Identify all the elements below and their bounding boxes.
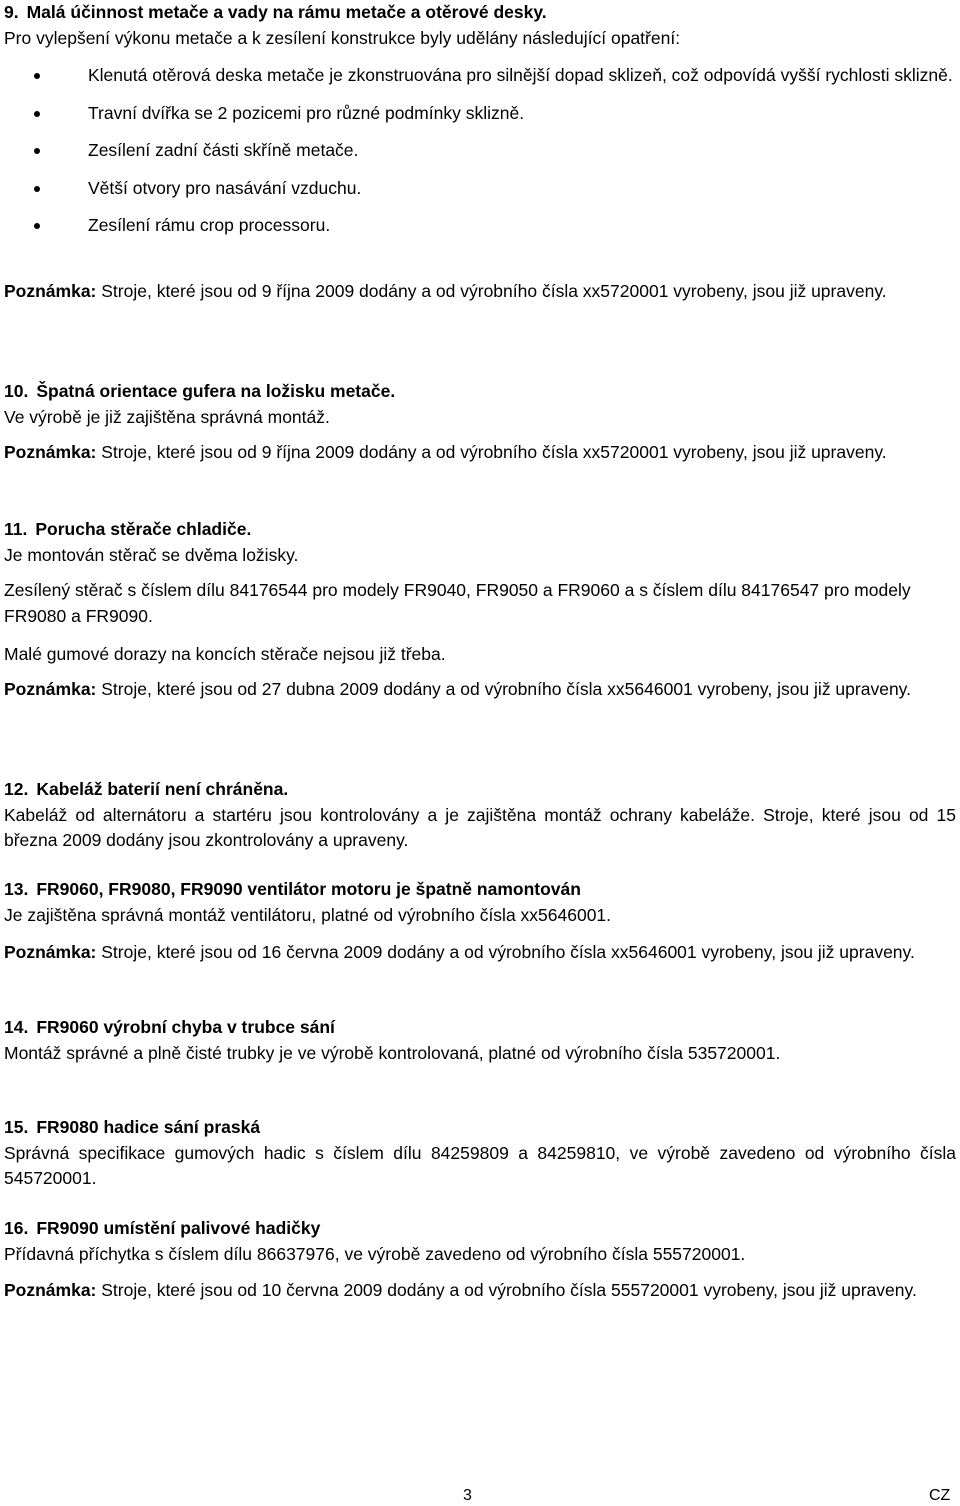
section-number: 10. <box>4 381 29 401</box>
section-15-heading <box>4 1115 956 1141</box>
list-item-text: Zesílení rámu crop processoru. <box>88 215 331 235</box>
section-title: Malá účinnost metače a vady na rámu metače a otěrové desky. <box>26 2 547 22</box>
section-13 <box>4 877 956 928</box>
section-10-heading <box>4 379 956 405</box>
note-label: Poznámka: <box>4 281 97 301</box>
section-10-note <box>4 440 956 466</box>
bullet-icon <box>34 111 40 117</box>
section-10 <box>4 379 956 430</box>
section-10-text: Ve výrobě je již zajištěna správná montáž. <box>4 406 330 427</box>
list-item <box>4 101 956 127</box>
language-code: CZ <box>929 1487 951 1504</box>
section-16-note <box>4 1278 956 1304</box>
list-item-text: Klenutá otěrová deska metače je zkonstruována pro silnější dopad sklizeň, což odpovídá vyšší rychlosti sklizně. <box>88 65 953 85</box>
section-13-heading <box>4 877 956 903</box>
section-9-note <box>4 279 956 305</box>
section-title: FR9060, FR9080, FR9090 ventilátor motoru je špatně namontován <box>36 879 581 899</box>
section-title: Kabeláž baterií není chráněna. <box>36 779 289 799</box>
section-11-heading <box>4 517 956 543</box>
note-label: Poznámka: <box>4 942 97 962</box>
section-11-note <box>4 677 956 703</box>
section-9-intro: Pro vylepšení výkonu metače a k zesílení konstrukce byly udělány následující opatření: <box>4 27 681 48</box>
section-9 <box>4 0 956 239</box>
bullet-icon <box>34 73 40 79</box>
section-number: 14. <box>4 1017 29 1037</box>
section-13-note <box>4 940 956 966</box>
section-number: 16. <box>4 1218 29 1238</box>
section-12-text: Kabeláž od alternátoru a startéru jsou kontrolovány a je zajištěna montáž ochrany kabeláže. Stroje, které jsou od 15 března 2009 dodány jsou zkontrolovány a upraveny. <box>4 804 956 850</box>
section-11 <box>4 517 956 568</box>
section-9-heading <box>4 0 956 26</box>
list-item <box>4 63 956 89</box>
list-item-text: Travní dvířka se 2 pozicemi pro různé podmínky sklizně. <box>88 102 525 123</box>
note-text: Stroje, které jsou od 9 října 2009 dodány a od výrobního čísla xx5720001 vyrobeny, jsou již upraveny. <box>96 442 887 462</box>
section-11-text-1: Je montován stěrač se dvěma ložisky. <box>4 544 299 565</box>
note-label: Poznámka: <box>4 1280 97 1300</box>
section-15-text: Správná specifikace gumových hadic s číslem dílu 84259809 a 84259810, ve výrobě zavedeno od výrobního čísla 545720001. <box>4 1142 956 1188</box>
section-16 <box>4 1216 956 1267</box>
section-11-text-2: Zesílený stěrač s číslem dílu 84176544 pro modely FR9040, FR9050 a FR9060 a s číslem dílu 84176547 pro modely FR9080 a FR9090. <box>4 580 911 626</box>
list-item <box>4 176 956 202</box>
section-title: Špatná orientace gufera na ložisku metače. <box>36 381 396 401</box>
list-item <box>4 138 956 164</box>
section-title: FR9080 hadice sání praská <box>36 1117 261 1137</box>
section-title: FR9060 výrobní chyba v trubce sání <box>36 1017 335 1037</box>
bullet-icon <box>34 223 40 229</box>
note-text: Stroje, které jsou od 27 dubna 2009 dodány a od výrobního čísla xx5646001 vyrobeny, jsou již upraveny. <box>96 679 911 699</box>
section-12-heading <box>4 777 956 803</box>
note-label: Poznámka: <box>4 679 97 699</box>
section-number: 9. <box>4 2 19 22</box>
section-14-text: Montáž správné a plně čisté trubky je ve výrobě kontrolovaná, platné od výrobního čísla 535720001. <box>4 1042 781 1063</box>
section-title: FR9090 umístění palivové hadičky <box>36 1218 321 1238</box>
list-item <box>4 213 956 239</box>
section-13-text: Je zajištěna správná montáž ventilátoru, platné od výrobního čísla xx5646001. <box>4 904 612 925</box>
note-text: Stroje, které jsou od 9 října 2009 dodány a od výrobního čísla xx5720001 vyrobeny, jsou již upraveny. <box>96 281 887 301</box>
section-12 <box>4 777 956 854</box>
section-number: 15. <box>4 1117 29 1137</box>
note-text: Stroje, které jsou od 10 června 2009 dodány a od výrobního čísla 555720001 vyrobeny, jsou již upraveny. <box>96 1280 917 1300</box>
section-15 <box>4 1115 956 1192</box>
measures-list <box>4 63 956 239</box>
section-14 <box>4 1015 956 1066</box>
section-16-heading <box>4 1216 956 1242</box>
page-number: 3 <box>463 1487 472 1504</box>
section-number: 13. <box>4 879 29 899</box>
note-label: Poznámka: <box>4 442 97 462</box>
list-item-text: Zesílení zadní části skříně metače. <box>88 140 359 160</box>
section-16-text: Přídavná příchytka s číslem dílu 86637976, ve výrobě zavedeno od výrobního čísla 555720001. <box>4 1243 746 1264</box>
list-item-text: Větší otvory pro nasávání vzduchu. <box>88 177 362 198</box>
bullet-icon <box>34 148 40 154</box>
section-number: 12. <box>4 779 29 799</box>
section-number: 11. <box>4 519 28 539</box>
bullet-icon <box>34 186 40 192</box>
note-text: Stroje, které jsou od 16 června 2009 dodány a od výrobního čísla xx5646001 vyrobeny, jsou již upraveny. <box>96 942 915 962</box>
section-title: Porucha stěrače chladiče. <box>35 519 252 539</box>
section-14-heading <box>4 1015 956 1041</box>
section-11-text-3: Malé gumové dorazy na koncích stěrače nejsou již třeba. <box>4 644 446 664</box>
